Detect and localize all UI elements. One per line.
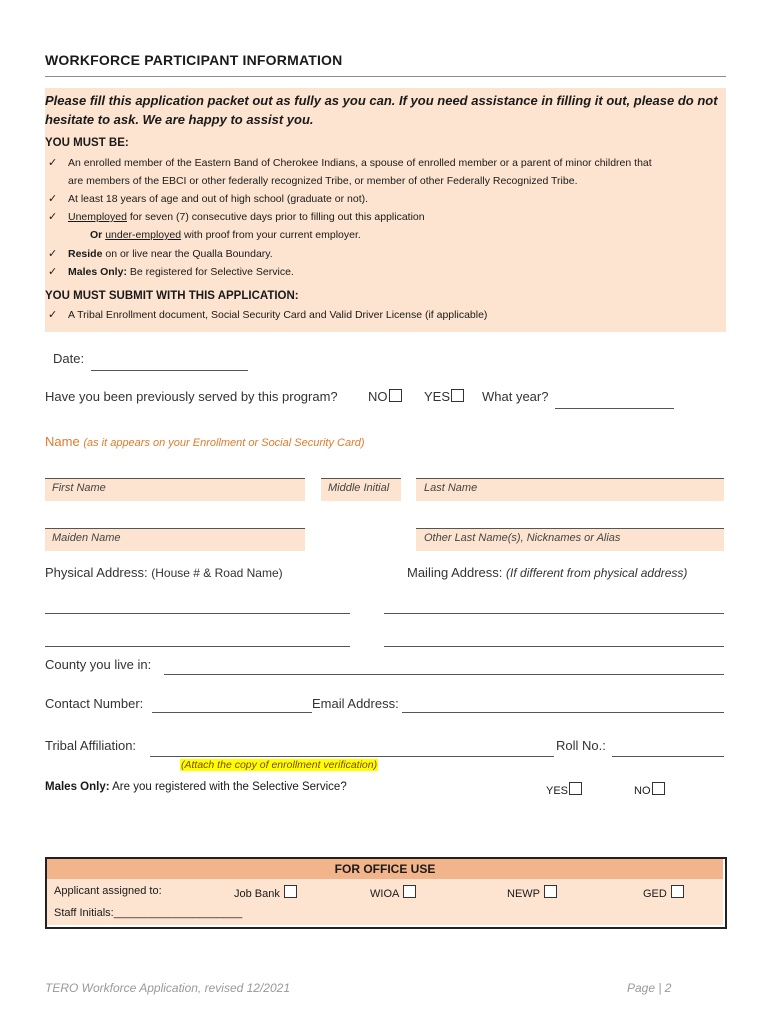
- physical-address-line-2[interactable]: [45, 646, 350, 647]
- title-divider: [45, 76, 726, 77]
- physical-address-note: (House # & Road Name): [151, 566, 283, 580]
- must-be-heading: YOU MUST BE:: [45, 137, 129, 149]
- footer-revision: TERO Workforce Application, revised 12/2021: [45, 981, 290, 995]
- requirement-3: [48, 208, 425, 226]
- mailing-address-line-2[interactable]: [384, 646, 724, 647]
- roll-number-label: Roll No.:: [556, 738, 606, 753]
- requirement-4-text: on or live near the Qualla Boundary.: [102, 248, 273, 260]
- intro-text: Please fill this application packet out as fully as you can. If you need assistance in filling it out, please do not hesitate to ask. We are happy to assist you.: [45, 93, 718, 127]
- selective-no-option[interactable]: [634, 782, 665, 797]
- maiden-name-label: Maiden Name: [52, 532, 121, 544]
- requirement-2-text: At least 18 years of age and out of high school (graduate or not).: [68, 193, 369, 205]
- newp-option[interactable]: [507, 885, 557, 900]
- mailing-address-note: (If different from physical address): [506, 566, 688, 580]
- ged-label: GED: [643, 888, 667, 900]
- selective-no-label: NO: [634, 785, 651, 797]
- requirement-2: [48, 190, 368, 208]
- served-no-checkbox[interactable]: [389, 389, 402, 402]
- mailing-address-line-1[interactable]: [384, 613, 724, 614]
- requirement-3-text: for seven (7) consecutive days prior to filling out this application: [126, 211, 425, 223]
- served-yes-checkbox[interactable]: [451, 389, 464, 402]
- checkmark-icon: ✓: [48, 309, 58, 321]
- ged-option[interactable]: [643, 885, 684, 900]
- name-heading: [45, 434, 365, 449]
- date-field[interactable]: [91, 370, 248, 371]
- under-employed-text: under-employed: [105, 229, 182, 241]
- males-only-text: Are you registered with the Selective Service?: [109, 781, 347, 793]
- males-only-question: [45, 781, 347, 793]
- name-label: Name: [45, 434, 80, 449]
- must-submit-heading: YOU MUST SUBMIT WITH THIS APPLICATION:: [45, 290, 299, 302]
- served-no-option[interactable]: [368, 389, 402, 404]
- selective-yes-checkbox[interactable]: [569, 782, 582, 795]
- requirement-5-text: Be registered for Selective Service.: [126, 266, 294, 278]
- requirement-1: [48, 154, 652, 172]
- selective-yes-label: YES: [546, 785, 569, 797]
- submit-item-1: [48, 306, 487, 324]
- submit-item-1-text: A Tribal Enrollment document, Social Security Card and Valid Driver License (if applicable): [68, 309, 488, 321]
- contact-number-label: Contact Number:: [45, 696, 144, 711]
- wioa-checkbox[interactable]: [403, 885, 416, 898]
- email-field[interactable]: [402, 712, 724, 713]
- selective-yes-option[interactable]: [546, 782, 582, 797]
- email-label: Email Address:: [312, 696, 399, 711]
- footer-page-number: Page | 2: [627, 981, 672, 995]
- previously-served-label: Have you been previously served by this program?: [45, 389, 338, 404]
- requirement-3-or: [90, 229, 361, 241]
- checkmark-icon: ✓: [48, 193, 58, 205]
- reside-text: Reside: [68, 248, 103, 260]
- requirement-5: [48, 263, 294, 281]
- roll-number-field[interactable]: [612, 756, 724, 757]
- ged-checkbox[interactable]: [671, 885, 684, 898]
- served-no-label: NO: [368, 389, 388, 404]
- newp-label: NEWP: [507, 888, 540, 900]
- office-use-heading: FOR OFFICE USE: [334, 862, 436, 876]
- checkmark-icon: ✓: [48, 266, 58, 278]
- requirement-1-cont: are members of the EBCI or other federally recognized Tribe, or member of other Federally Recognized Tribe.: [68, 175, 578, 187]
- requirement-4: [48, 245, 273, 263]
- mailing-address-heading: [407, 565, 687, 580]
- what-year-label: What year?: [482, 389, 549, 404]
- tribal-affiliation-label: Tribal Affiliation:: [45, 738, 137, 753]
- wioa-label: WIOA: [370, 888, 399, 900]
- or-text: Or: [90, 229, 103, 241]
- requirement-3-or-text: with proof from your current employer.: [181, 229, 361, 241]
- males-only-text: Males Only:: [68, 266, 127, 278]
- job-bank-option[interactable]: [234, 885, 297, 900]
- served-yes-label: YES: [424, 389, 451, 404]
- contact-number-field[interactable]: [152, 712, 312, 713]
- job-bank-checkbox[interactable]: [284, 885, 297, 898]
- physical-address-heading: [45, 565, 283, 580]
- first-name-label: First Name: [52, 482, 106, 494]
- males-only-label: Males Only:: [45, 781, 110, 793]
- checkmark-icon: ✓: [48, 157, 58, 169]
- newp-checkbox[interactable]: [544, 885, 557, 898]
- job-bank-label: Job Bank: [234, 888, 280, 900]
- last-name-label: Last Name: [424, 482, 478, 494]
- mailing-address-label: Mailing Address:: [407, 565, 503, 580]
- selective-no-checkbox[interactable]: [652, 782, 665, 795]
- physical-address-line-1[interactable]: [45, 613, 350, 614]
- what-year-field[interactable]: [555, 408, 674, 409]
- page-title: WORKFORCE PARTICIPANT INFORMATION: [45, 52, 343, 68]
- unemployed-text: Unemployed: [68, 211, 127, 223]
- other-last-name-label: Other Last Name(s), Nicknames or Alias: [424, 532, 621, 544]
- requirement-1-text: An enrolled member of the Eastern Band of Cherokee Indians, a spouse of enrolled member or a parent of minor children that: [68, 157, 652, 169]
- county-label: County you live in:: [45, 657, 152, 672]
- tribal-affiliation-field[interactable]: [150, 756, 554, 757]
- name-note: (as it appears on your Enrollment or Social Security Card): [83, 437, 365, 449]
- checkmark-icon: ✓: [48, 248, 58, 260]
- attach-note: (Attach the copy of enrollment verification): [181, 759, 378, 771]
- served-yes-option[interactable]: [424, 389, 464, 404]
- wioa-option[interactable]: [370, 885, 416, 900]
- staff-initials-field[interactable]: Staff Initials:_____________________: [54, 907, 243, 919]
- checkmark-icon: ✓: [48, 211, 58, 223]
- applicant-assigned-label: Applicant assigned to:: [54, 885, 162, 897]
- date-label: Date:: [53, 351, 85, 366]
- county-field[interactable]: [164, 674, 724, 675]
- middle-initial-label: Middle Initial: [328, 482, 390, 494]
- physical-address-label: Physical Address:: [45, 565, 148, 580]
